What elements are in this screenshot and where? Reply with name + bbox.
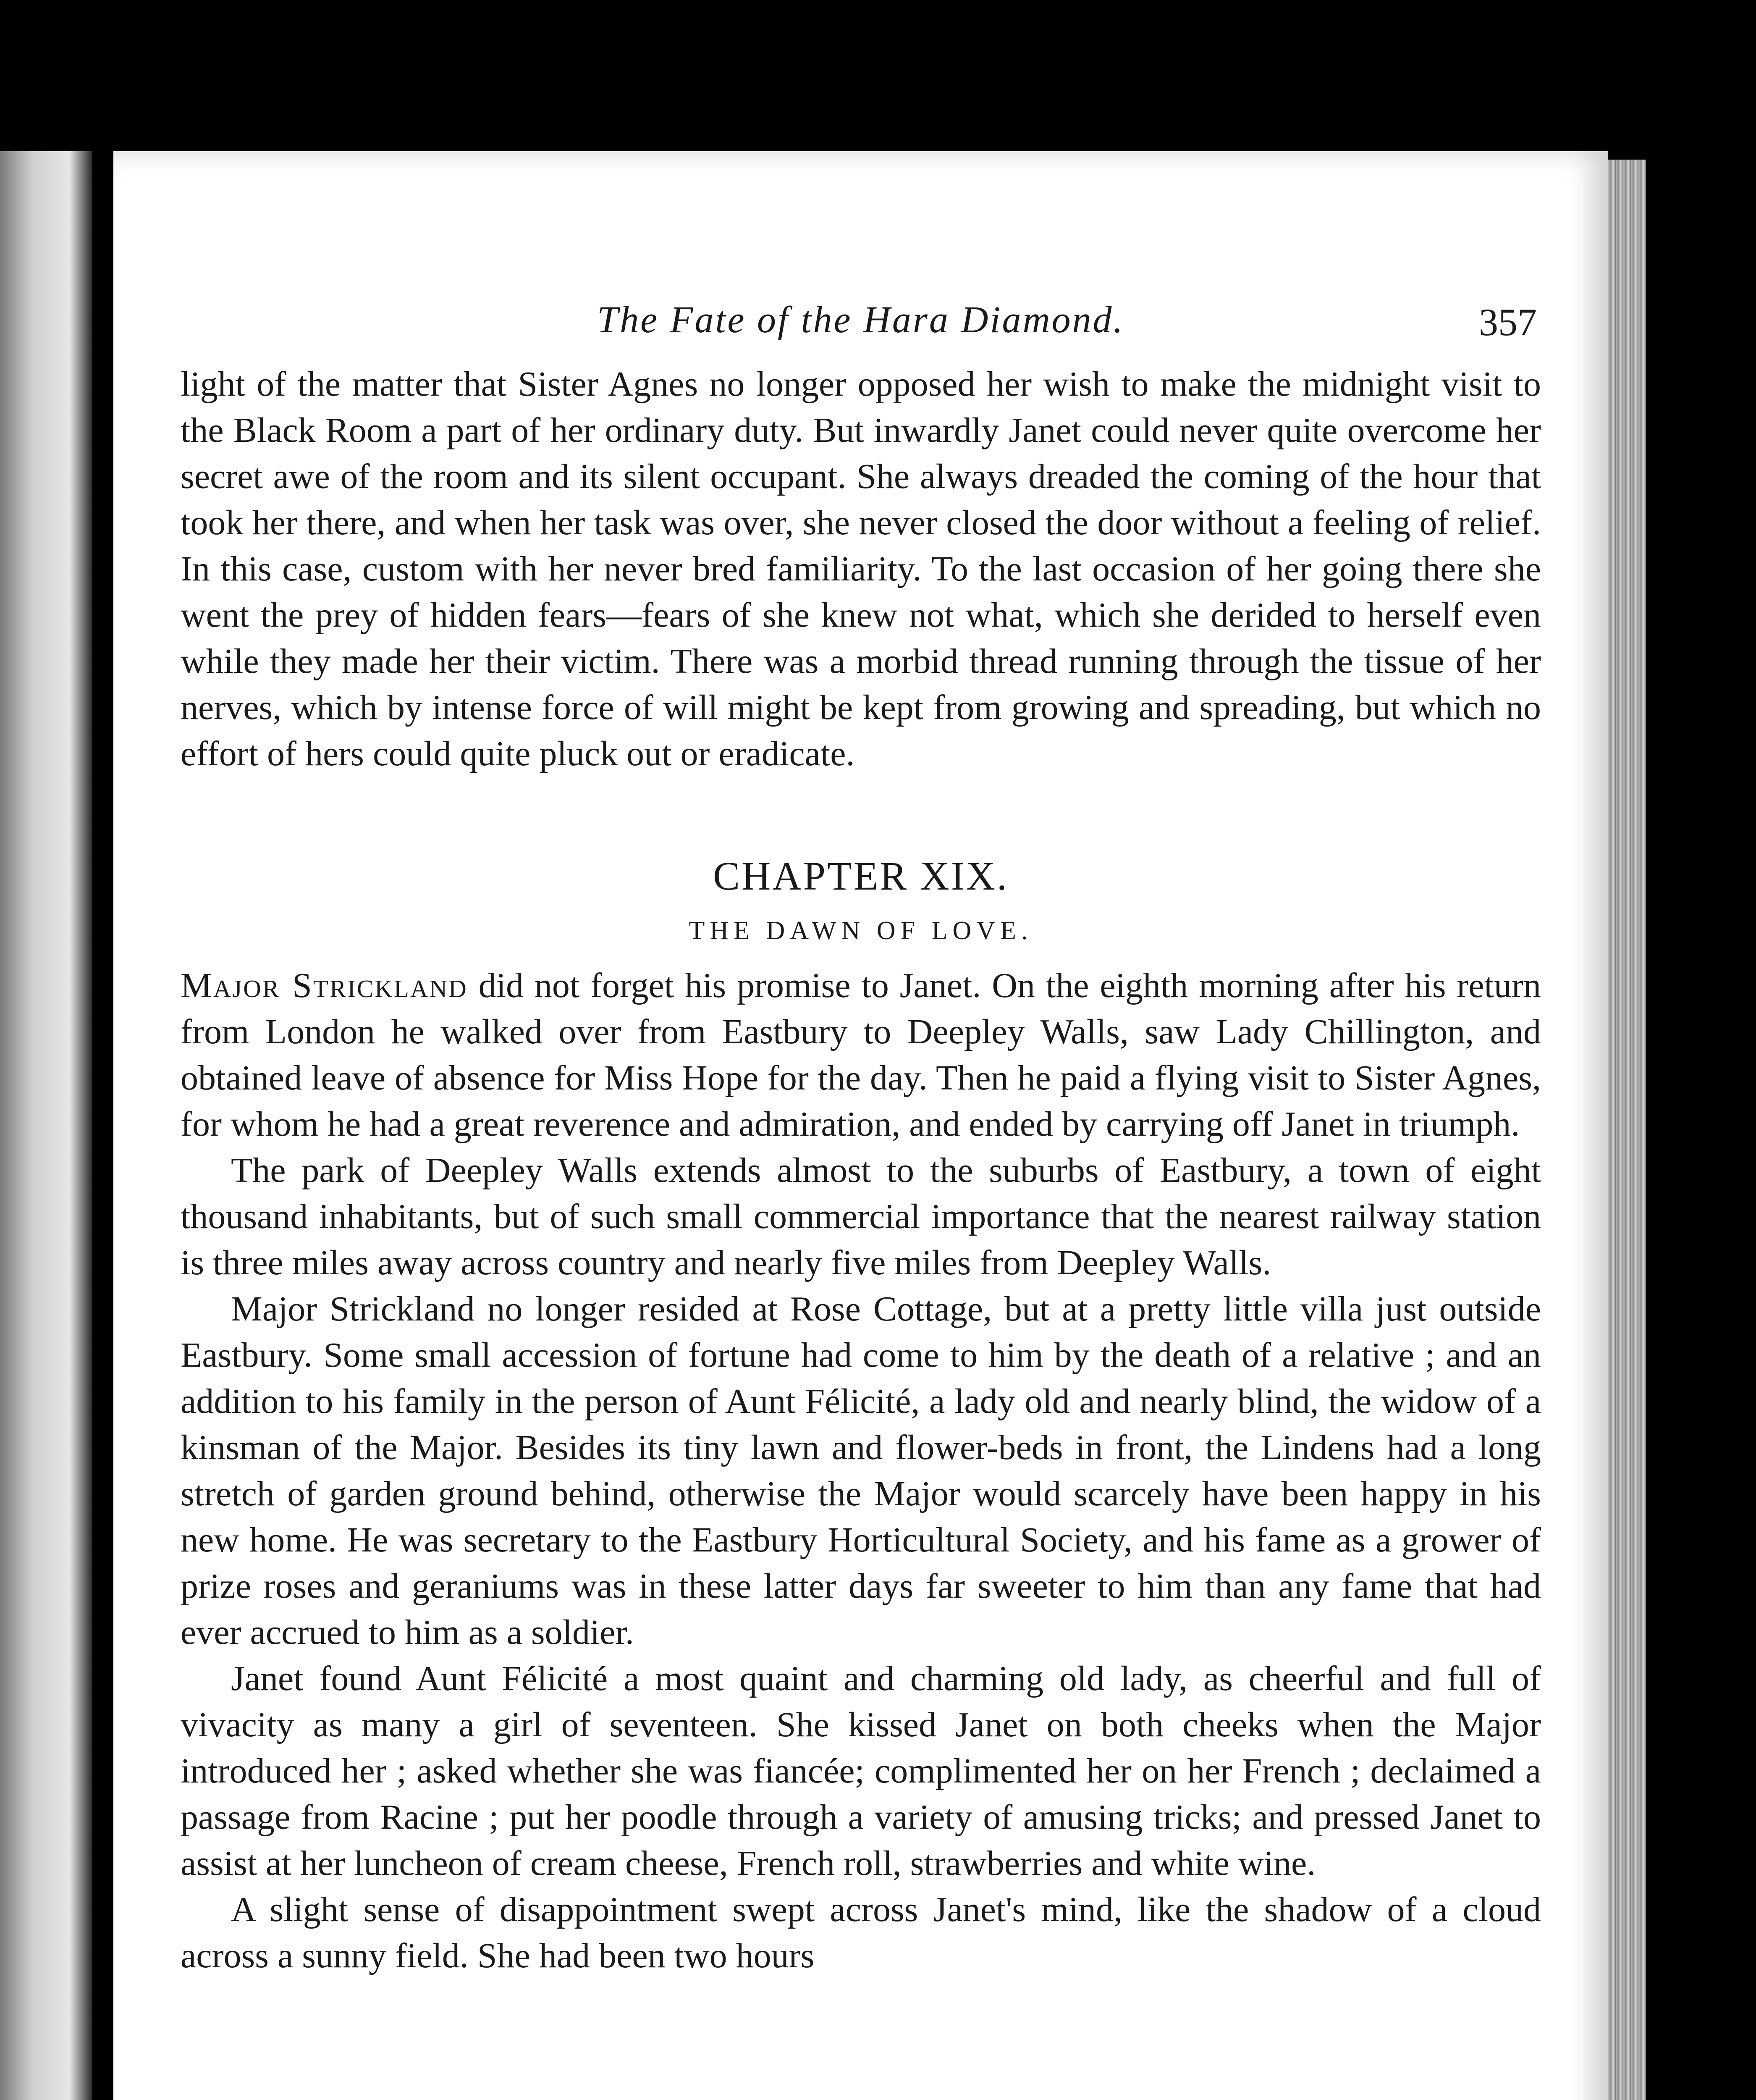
chapter-opening-paragraph bbox=[181, 963, 1541, 1147]
chapter-heading: CHAPTER XIX. bbox=[713, 853, 1009, 898]
paragraph: The park of Deepley Walls extends almost to the suburbs of Eastbury, a town of eight thousand inhabitants, but of such small commercial importance that the nearest railway station is three miles away across country and nearly five miles from Deepley Walls. bbox=[181, 1151, 1541, 1282]
paragraph: Major Strickland no longer resided at Rose Cottage, but at a pretty little villa just outside Eastbury. Some small accession of fortune had come to him by the death of a relative ; and an addition to his family in the person of Aunt Félicité, a lady old and nearly blind, the widow of a kinsman of the Major. Besides its tiny lawn and flower-beds in front, the Lindens had a long stretch of garden ground behind, otherwise the Major would scarcely have been happy in his new home. He was secretary to the Eastbury Horticultural Society, and his fame as a grower of prize roses and geraniums was in these latter days far sweeter to him than any fame that had ever accrued to him as a soldier. bbox=[181, 1289, 1541, 1652]
page-content bbox=[181, 290, 1541, 1979]
paragraph: Janet found Aunt Félicité a most quaint and charming old lady, as cheerful and full of vivacity as many a girl of seventeen. She kissed Janet on both cheeks when the Major introduced her ; asked whether she was fiancée; complimented her on her French ; declaimed a passage from Racine ; put her poodle through a variety of amusing tricks; and pressed Janet to assist at her luncheon of cream cheese, French roll, strawberries and white wine. bbox=[181, 1659, 1541, 1883]
chapter-subtitle: THE DAWN OF LOVE. bbox=[689, 916, 1033, 945]
page-number: 357 bbox=[1479, 301, 1537, 344]
left-page-edge bbox=[0, 151, 92, 2100]
paragraph-continued: light of the matter that Sister Agnes no longer opposed her wish to make the midnight visit to the Black Room a part of her ordinary duty. But inwardly Janet could never quite overcome her secret awe of the room and its silent occupant. She always dreaded the coming of the hour that took her there, and when her task was over, she never closed the door without a feeling of relief. In this case, custom with her never bred familiarity. To the last occasion of her going there she went the prey of hidden fears—fears of she knew not what, which she derided to herself even while they made her their victim. There was a morbid thread running through the tissue of her nerves, which by intense force of will might be kept from growing and spreading, but which no effort of hers could quite pluck out or eradicate. bbox=[181, 365, 1541, 773]
opening-name: Major Strickland bbox=[181, 966, 468, 1005]
opening-text: did not forget his promise to Janet. On the eighth morning after his return from London he walked over from Eastbury to Deepley Walls, saw Lady Chillington, and obtained leave of absence for Miss Hope for the day. Then he paid a flying visit to Sister Agnes, for whom he had a great reverence and admiration, and ended by carrying off Janet in triumph. bbox=[181, 966, 1541, 1144]
running-title: The Fate of the Hara Diamond. bbox=[597, 299, 1124, 341]
page-stack-edge bbox=[1608, 160, 1646, 2100]
running-head bbox=[181, 290, 1541, 361]
paragraph: A slight sense of disappointment swept across Janet's mind, like the shadow of a cloud across a sunny field. She had been two hours bbox=[181, 1890, 1541, 1975]
